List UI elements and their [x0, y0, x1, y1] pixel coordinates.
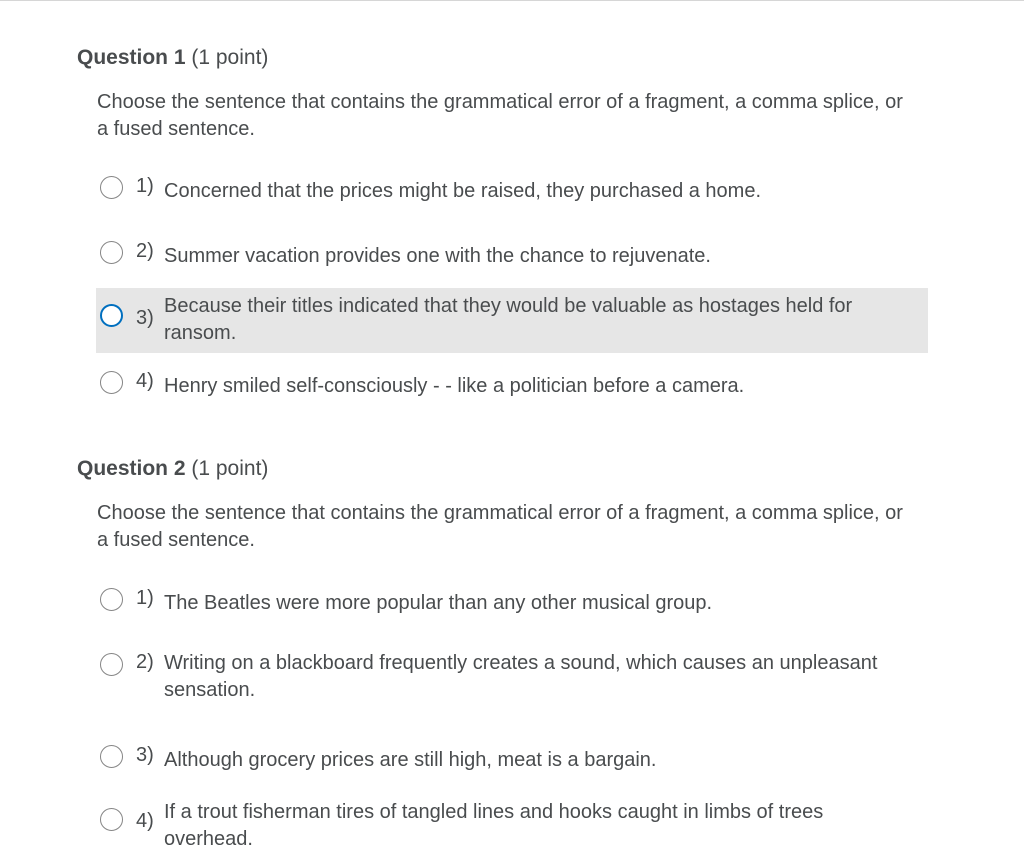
q2-option-1-text: The Beatles were more popular than any other musical group. [164, 592, 713, 614]
q2-option-4-text: If a trout fisherman tires of tangled lines and hooks caught in limbs of trees overhead. [164, 801, 824, 850]
q1-option-1-text: Concerned that the prices might be raised, they purchased a home. [164, 180, 762, 202]
q2-option-3-radio[interactable] [100, 745, 123, 768]
q1-option-4-text: Henry smiled self-consciously - - like a politician before a camera. [164, 375, 745, 397]
q1-option-1-number: 1) [136, 175, 154, 197]
question-2-points: (1 point) [191, 457, 269, 480]
q2-option-4-radio[interactable] [100, 808, 123, 831]
q2-option-1-radio[interactable] [100, 588, 123, 611]
q1-option-2-text: Summer vacation provides one with the chance to rejuvenate. [164, 245, 711, 267]
q2-option-1[interactable] [96, 582, 928, 622]
q1-option-3-number: 3) [136, 307, 154, 329]
q1-option-2-radio[interactable] [100, 241, 123, 264]
question-1-prompt: Choose the sentence that contains the grammatical error of a fragment, a comma splice, or a fused sentence. [97, 91, 903, 140]
q1-option-3-text: Because their titles indicated that they would be valuable as hostages held for ransom. [164, 295, 853, 344]
q1-option-2[interactable] [96, 235, 928, 275]
q2-option-2[interactable] [96, 648, 928, 708]
q1-option-2-number: 2) [136, 240, 154, 262]
q2-option-3-number: 3) [136, 744, 154, 766]
q2-option-3-text: Although grocery prices are still high, meat is a bargain. [164, 749, 657, 771]
question-1-points: (1 point) [191, 46, 269, 69]
q1-option-4-radio[interactable] [100, 371, 123, 394]
q2-option-4-number: 4) [136, 810, 154, 832]
question-2-prompt: Choose the sentence that contains the grammatical error of a fragment, a comma splice, or a fused sentence. [97, 502, 903, 551]
question-2-title: Question 2 [77, 457, 186, 480]
question-2-header [77, 457, 268, 481]
q1-option-4[interactable] [96, 365, 928, 405]
top-divider [0, 0, 1024, 1]
q2-option-2-text: Writing on a blackboard frequently creates a sound, which causes an unpleasant sensation. [164, 652, 878, 701]
question-1-header [77, 46, 268, 70]
q2-option-4[interactable] [96, 796, 928, 848]
q2-option-1-number: 1) [136, 587, 154, 609]
q1-option-3-radio[interactable] [100, 304, 123, 327]
q1-option-1[interactable] [96, 170, 928, 210]
q1-option-3[interactable] [96, 288, 928, 353]
question-1-title: Question 1 [77, 46, 186, 69]
q1-option-1-radio[interactable] [100, 176, 123, 199]
q1-option-4-number: 4) [136, 370, 154, 392]
q2-option-2-number: 2) [136, 651, 154, 673]
q2-option-3[interactable] [96, 740, 928, 780]
q2-option-2-radio[interactable] [100, 653, 123, 676]
